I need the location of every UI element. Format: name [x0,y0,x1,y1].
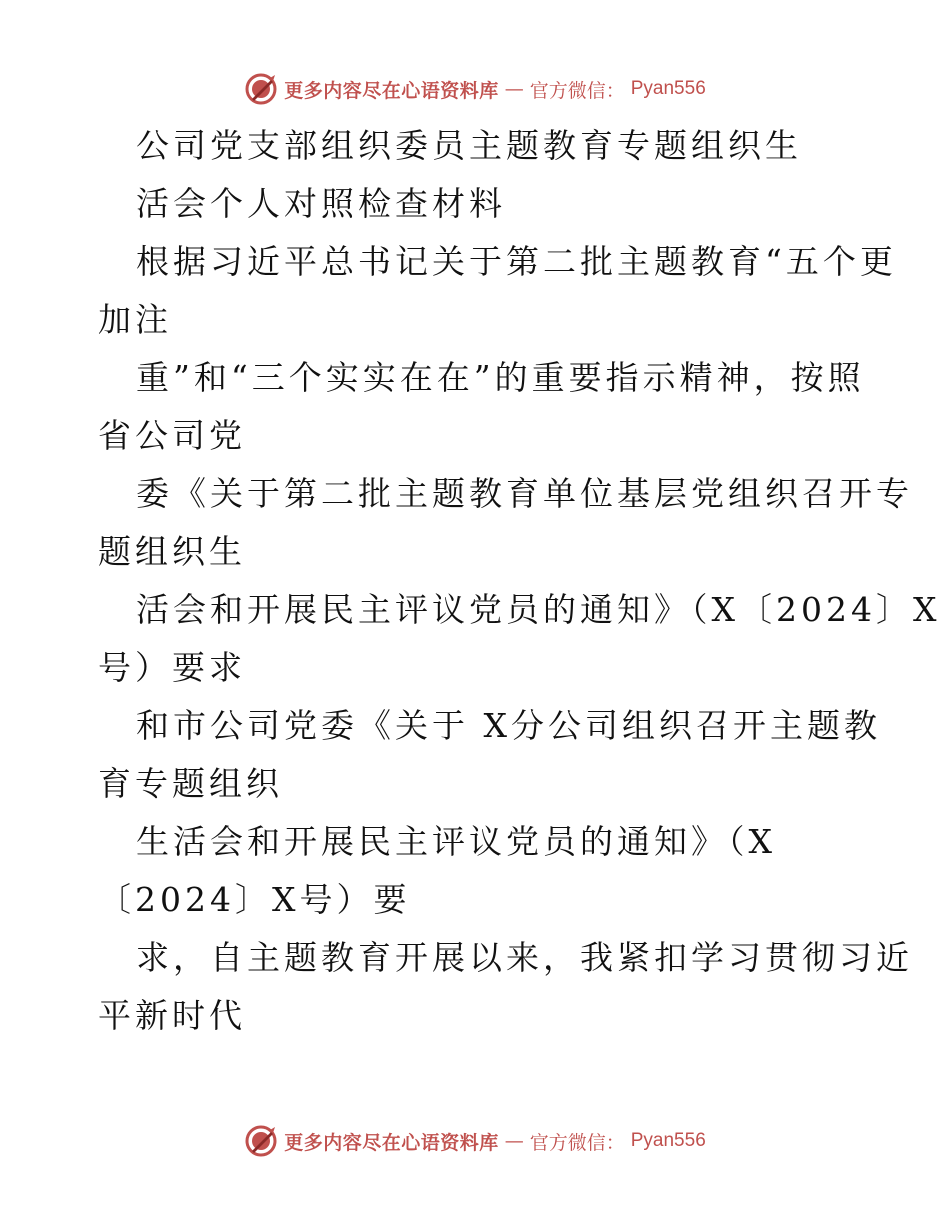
pen-logo-icon [244,1124,278,1158]
text-line: 号）要求 [98,648,246,687]
watermark-wechat-id: Pyan556 [630,78,706,99]
text-line: 活会和开展民主评议党员的通知》（X〔2024〕X [136,590,941,629]
document-body [98,117,941,1045]
text-line: 〔2024〕X号）要 [98,880,411,919]
text-line: 根据习近平总书记关于第二批主题教育“五个更 [136,242,897,281]
text-line: 委《关于第二批主题教育单位基层党组织召开专 [136,474,913,513]
text-line: 求，自主题教育开展以来，我紧扣学习贯彻习近 [136,938,913,977]
footer-watermark [0,1124,950,1158]
header-watermark [0,72,950,106]
text-line: 加注 [98,300,172,339]
watermark-wechat-label: 官方微信： [529,1131,625,1154]
text-line: 省公司党 [98,416,246,455]
text-line: 和市公司党委《关于 X分公司组织召开主题教 [136,706,881,745]
text-line: 生活会和开展民主评议党员的通知》（X [136,822,776,861]
watermark-wechat-id: Pyan556 [630,1130,706,1151]
text-line: 育专题组织 [98,764,283,803]
watermark-wechat-label: 官方微信： [529,79,625,102]
text-line: 活会个人对照检查材料 [136,184,506,223]
text-line: 题组织生 [98,532,246,571]
watermark-dash: — [504,1130,524,1152]
watermark-title: 更多内容尽在心语资料库 [284,79,499,102]
watermark-dash: — [504,78,524,100]
text-line: 公司党支部组织委员主题教育专题组织生 [136,126,802,165]
watermark-title: 更多内容尽在心语资料库 [284,1131,499,1154]
text-line: 平新时代 [98,996,246,1035]
text-line: 重”和“三个实实在在”的重要指示精神，按照 [136,358,865,397]
pen-logo-icon [244,72,278,106]
